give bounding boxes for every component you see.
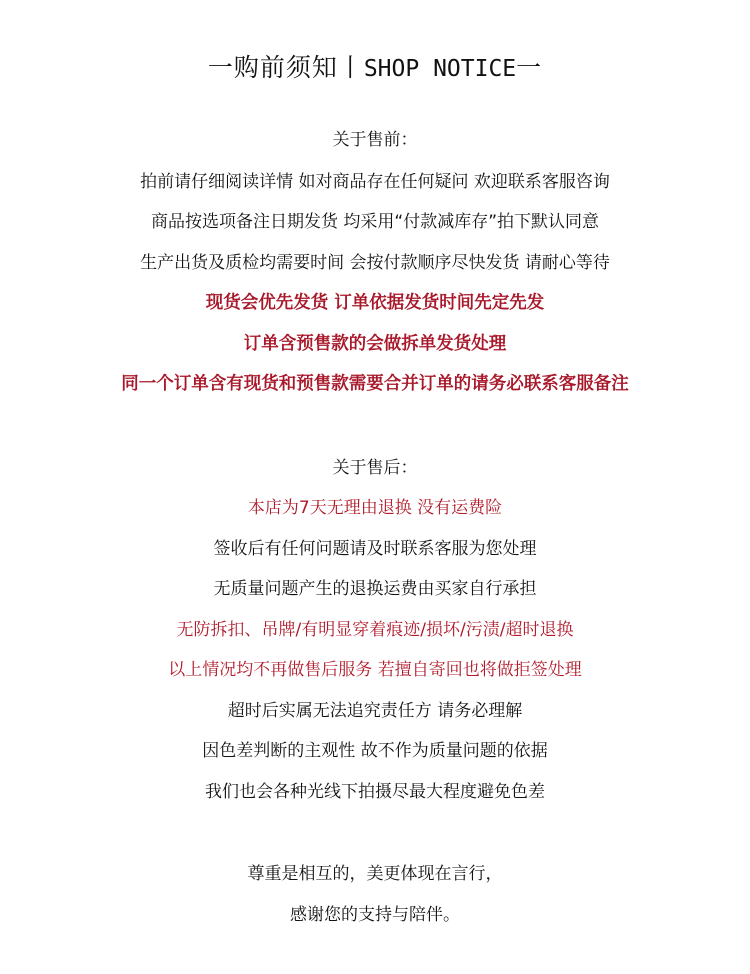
closing-line-1: 尊重是相互的，美更体现在言行， bbox=[247, 864, 503, 884]
pre-sale-line-5: 订单含预售款的会做拆单发货处理 bbox=[243, 334, 507, 354]
after-sale-line-3: 无质量问题产生的退换运费由买家自行承担 bbox=[213, 579, 537, 599]
title-tail: 一 bbox=[516, 53, 543, 82]
pre-sale-line-6: 同一个订单含有现货和预售款需要合并订单的请务必联系客服备注 bbox=[121, 374, 629, 394]
pre-sale-line-3: 生产出货及质检均需要时间 会按付款顺序尽快发货 请耐心等待 bbox=[140, 253, 610, 273]
after-sale-line-5: 以上情况均不再做售后服务 若擅自寄回也将做拒签处理 bbox=[168, 660, 582, 680]
after-sale-line-8: 我们也会各种光线下拍摄尽最大程度避免色差 bbox=[205, 782, 545, 802]
pre-sale-line-4: 现货会优先发货 订单依据发货时间先定先发 bbox=[205, 293, 545, 313]
after-sale-line-4: 无防拆扣、吊牌/有明显穿着痕迹/损坏/污渍/超时退换 bbox=[176, 620, 574, 640]
pre-sale-heading: 关于售前： bbox=[332, 130, 418, 150]
after-sale-heading: 关于售后： bbox=[332, 458, 418, 478]
page-title bbox=[0, 48, 750, 84]
after-sale-line-2: 签收后有任何问题请及时联系客服为您处理 bbox=[213, 539, 537, 559]
closing-line-2: 感谢您的支持与陪伴。 bbox=[290, 905, 460, 925]
after-sale-line-1: 本店为7天无理由退换 没有运费险 bbox=[247, 498, 503, 518]
after-sale-line-6: 超时后实属无法追究责任方 请务必理解 bbox=[227, 701, 523, 721]
pre-sale-line-2: 商品按选项备注日期发货 均采用“付款减库存”拍下默认同意 bbox=[150, 212, 600, 232]
title-en: SHOP NOTICE bbox=[363, 56, 517, 82]
title-cn: 一购前须知丨 bbox=[207, 53, 364, 82]
after-sale-line-7: 因色差判断的主观性 故不作为质量问题的依据 bbox=[202, 741, 548, 761]
pre-sale-line-1: 拍前请仔细阅读详情 如对商品存在任何疑问 欢迎联系客服咨询 bbox=[140, 172, 610, 192]
